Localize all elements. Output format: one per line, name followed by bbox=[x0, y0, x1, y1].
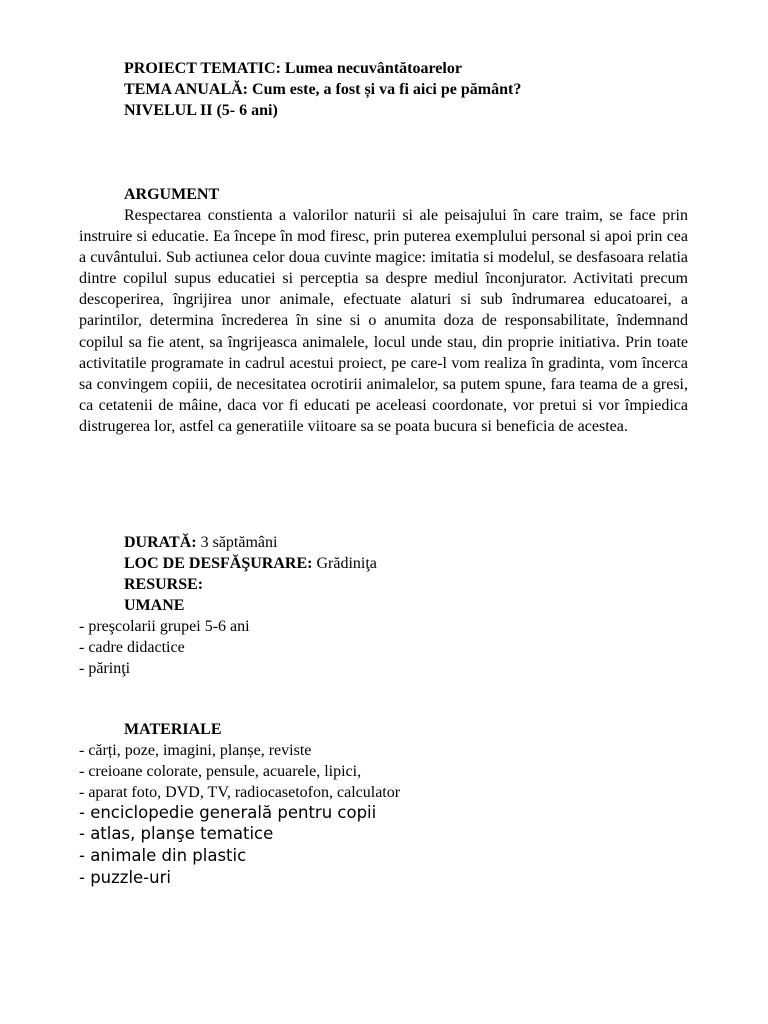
theme-label: TEMA ANUALĂ: bbox=[124, 81, 249, 98]
human-resources-heading: UMANE bbox=[124, 597, 185, 614]
list-item: - preşcolarii grupei 5-6 ani bbox=[79, 618, 250, 635]
project-value: Lumea necuvântătoarelor bbox=[280, 60, 462, 77]
list-item: - animale din plastic bbox=[79, 846, 247, 865]
list-item: - enciclopedie generală pentru copii bbox=[79, 803, 377, 822]
project-label: PROIECT TEMATIC: bbox=[124, 60, 281, 77]
list-item: - aparat foto, DVD, TV, radiocasetofon, calculator bbox=[79, 784, 401, 801]
list-item: - puzzle-uri bbox=[79, 868, 171, 887]
duration-value: 3 săptămâni bbox=[196, 534, 278, 551]
location-label: LOC DE DESFĂŞURARE: bbox=[124, 555, 313, 572]
list-item: - părinţi bbox=[79, 660, 131, 677]
list-item: - creioane colorate, pensule, acuarele, lipici, bbox=[79, 763, 362, 780]
list-item: - cărți, poze, imagini, planșe, reviste bbox=[79, 742, 312, 759]
argument-paragraph: Respectarea constienta a valorilor naturii si ale peisajului în care traim, se face prin instruire si educatie. Ea începe în mod firesc, prin puterea exemplului personal si apoi prin cea a cuvântului. Sub actiunea celor doua cuvinte magice: imitatia si modelul, se desfasoara relatia dintre copilul supus educatiei si perceptia sa despre mediul înconjurator. Activitati precum descoperirea, îngrijirea unor animale, efectuate alaturi si sub îndrumarea educatoarei, a parintilor, determina încrederea în sine si o anumita doza de responsabilitate, îndemnand copilul sa fie atent, sa îngrijeasca animalele, locul unde stau, din proprie initiativa. Prin toate activitatile programate in cadrul acestui proiect, pe care-l vom realiza în gradinta, vom încerca sa convingem copiii, de necesitatea ocrotirii animalelor, sa putem spune, fara teama de a gresi, ca cetatenii de mâine, daca vor fi educati pe aceleasi coordonate, vor pretui si vor împiedica distrugerea lor, astfel ca generatiile viitoare sa se poata bucura si beneficia de acestea. bbox=[79, 207, 688, 435]
theme-value: Cum este, a fost și va fi aici pe pământ? bbox=[248, 81, 522, 98]
resources-heading: RESURSE: bbox=[124, 576, 204, 593]
duration-line bbox=[124, 532, 277, 553]
location-line bbox=[124, 553, 377, 574]
argument-heading: ARGUMENT bbox=[124, 186, 220, 203]
location-value: Grădiniţa bbox=[312, 555, 377, 572]
list-item: - atlas, planşe tematice bbox=[79, 824, 274, 843]
annual-theme bbox=[124, 79, 521, 100]
project-title bbox=[124, 58, 462, 79]
list-item: - cadre didactice bbox=[79, 639, 185, 656]
materials-heading: MATERIALE bbox=[124, 721, 222, 738]
level-line: NIVELUL II (5- 6 ani) bbox=[124, 102, 278, 119]
duration-label: DURATĂ: bbox=[124, 534, 197, 551]
